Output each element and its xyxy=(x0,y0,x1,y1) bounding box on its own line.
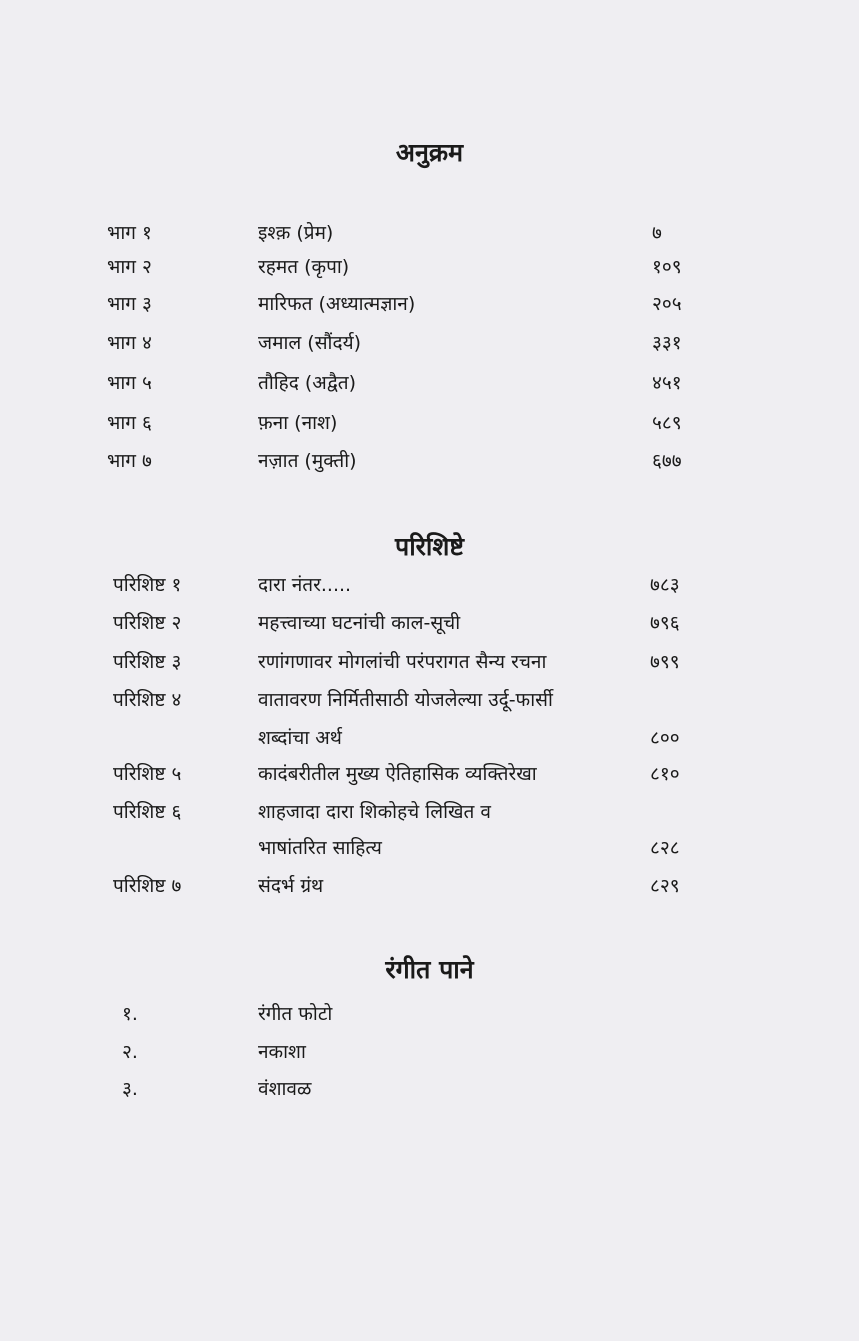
color-page-row xyxy=(0,1072,859,1106)
color-page-title: नकाशा xyxy=(258,1041,306,1063)
color-page-title: वंशावळ xyxy=(258,1078,312,1100)
toc-row xyxy=(0,366,859,400)
appendix-label: परिशिष्ट ६ xyxy=(113,801,182,823)
appendix-label: परिशिष्ट ४ xyxy=(113,689,182,711)
toc-row xyxy=(0,287,859,321)
toc-row xyxy=(0,568,859,602)
appendix-title-continued: भाषांतरित साहित्य xyxy=(258,837,382,859)
toc-row xyxy=(0,406,859,440)
part-title: इश्क़ (प्रेम) xyxy=(258,222,334,244)
part-page: २०५ xyxy=(652,293,682,315)
appendix-label: परिशिष्ट ५ xyxy=(113,763,182,785)
appendix-title: शाहजादा दारा शिकोहचे लिखित व xyxy=(258,801,491,823)
appendix-title-continued: शब्दांचा अर्थ xyxy=(258,727,342,749)
color-page-row xyxy=(0,997,859,1031)
appendix-title: दारा नंतर..... xyxy=(258,574,352,596)
toc-row xyxy=(0,645,859,679)
part-label: भाग ४ xyxy=(107,332,152,354)
part-title: नज़ात (मुक्ती) xyxy=(258,450,357,472)
toc-row xyxy=(0,869,859,903)
toc-row-continued xyxy=(0,721,859,755)
part-page: ७ xyxy=(652,222,662,244)
appendix-page: ८२८ xyxy=(650,837,680,859)
part-page: १०९ xyxy=(652,256,682,278)
color-page-title: रंगीत फोटो xyxy=(258,1003,333,1025)
toc-row xyxy=(0,795,859,829)
appendix-label: परिशिष्ट ३ xyxy=(113,651,182,673)
appendix-page: ८०० xyxy=(650,727,680,749)
appendices-heading: परिशिष्टे xyxy=(395,532,464,561)
color-page-row xyxy=(0,1035,859,1069)
part-label: भाग ३ xyxy=(107,293,152,315)
part-title: तौहिद (अद्वैत) xyxy=(258,372,356,394)
part-label: भाग १ xyxy=(107,222,152,244)
part-title: मारिफत (अध्यात्मज्ञान) xyxy=(258,293,416,315)
part-page: ६७७ xyxy=(652,450,682,472)
appendix-label: परिशिष्ट १ xyxy=(113,574,182,596)
contents-heading: अनुक्रम xyxy=(395,138,464,167)
part-label: भाग ५ xyxy=(107,372,152,394)
appendix-page: ७९९ xyxy=(650,651,680,673)
appendix-label: परिशिष्ट २ xyxy=(113,612,182,634)
appendix-title: कादंबरीतील मुख्य ऐतिहासिक व्यक्तिरेखा xyxy=(258,763,537,785)
color-page-number: ३. xyxy=(122,1078,138,1100)
appendix-page: ८२९ xyxy=(650,875,680,897)
toc-row xyxy=(0,606,859,640)
toc-row xyxy=(0,250,859,284)
toc-row xyxy=(0,216,859,250)
toc-row xyxy=(0,757,859,791)
color-page-number: २. xyxy=(122,1041,138,1063)
appendix-label: परिशिष्ट ७ xyxy=(113,875,182,897)
color-page-number: १. xyxy=(122,1003,138,1025)
toc-row xyxy=(0,444,859,478)
toc-row-continued xyxy=(0,831,859,865)
part-title: रहमत (कृपा) xyxy=(258,256,350,278)
toc-row xyxy=(0,683,859,717)
appendix-title: वातावरण निर्मितीसाठी योजलेल्या उर्दू-फार्सी xyxy=(258,689,553,711)
part-label: भाग ६ xyxy=(107,412,152,434)
appendix-title: रणांगणावर मोगलांची परंपरागत सैन्य रचना xyxy=(258,651,547,673)
appendix-page: ८१० xyxy=(650,763,680,785)
toc-row xyxy=(0,326,859,360)
part-page: ४५१ xyxy=(652,372,682,394)
appendix-title: महत्त्वाच्या घटनांची काल-सूची xyxy=(258,612,461,634)
appendix-page: ७९६ xyxy=(650,612,680,634)
part-label: भाग २ xyxy=(107,256,152,278)
appendix-page: ७८३ xyxy=(650,574,680,596)
color-pages-heading: रंगीत पाने xyxy=(385,955,474,984)
appendix-title: संदर्भ ग्रंथ xyxy=(258,875,324,897)
part-title: फ़ना (नाश) xyxy=(258,412,338,434)
part-page: ३३१ xyxy=(652,332,682,354)
part-page: ५८९ xyxy=(652,412,682,434)
part-label: भाग ७ xyxy=(107,450,152,472)
part-title: जमाल (सौंदर्य) xyxy=(258,332,362,354)
